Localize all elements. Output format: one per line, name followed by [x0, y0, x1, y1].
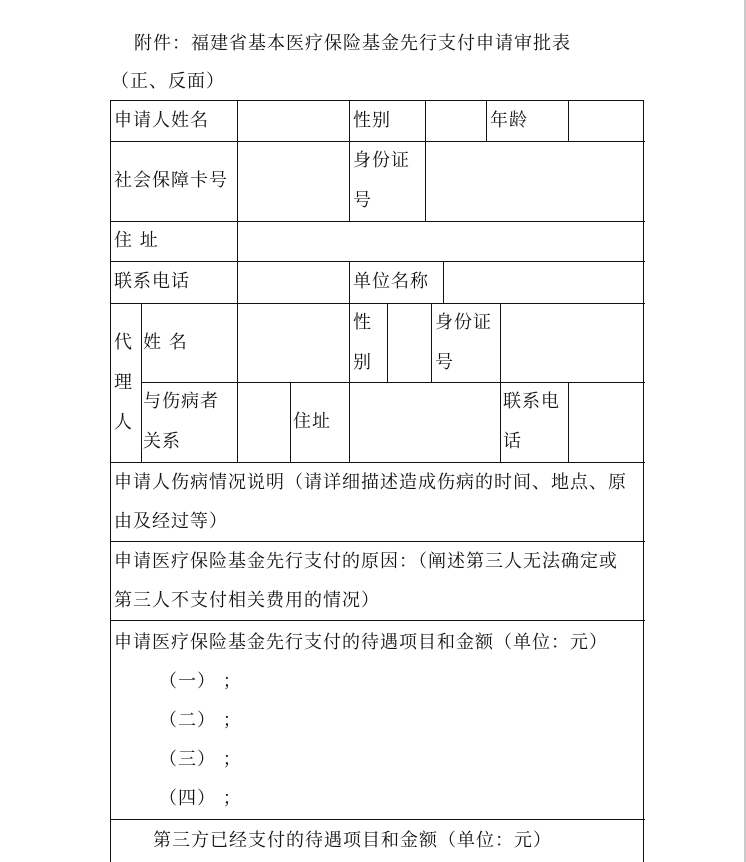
column-divider [290, 382, 291, 462]
social-security-field[interactable] [238, 141, 349, 221]
gender-field[interactable] [426, 101, 486, 141]
agent-name-field[interactable] [238, 303, 349, 382]
relationship-field[interactable] [238, 382, 290, 462]
agent-id-label-line2: 号 [435, 352, 454, 373]
agent-id-field[interactable] [501, 303, 645, 382]
column-divider [486, 101, 487, 141]
social-security-label: 社会保障卡号 [114, 170, 228, 191]
relationship-label-line2: 关系 [143, 431, 181, 452]
agent-gender-label-line2: 别 [353, 352, 372, 373]
column-divider [349, 101, 350, 141]
gender-label: 性别 [353, 110, 391, 131]
row-divider [111, 819, 645, 820]
agent-name-label: 姓 名 [143, 332, 188, 353]
agent-label-char3: 人 [114, 412, 133, 433]
agent-gender-field[interactable] [388, 303, 431, 382]
agent-phone-field[interactable] [569, 382, 645, 462]
age-label: 年龄 [490, 110, 528, 131]
relationship-label-line1: 与伤病者 [143, 391, 219, 412]
column-divider [349, 141, 350, 221]
employer-label: 单位名称 [353, 271, 429, 292]
column-divider [431, 303, 432, 382]
phone-field[interactable] [238, 261, 349, 303]
agent-phone-label-line1: 联系电 [503, 391, 560, 412]
page-title: 附件：福建省基本医疗保险基金先行支付申请审批表 [134, 33, 571, 54]
column-divider [500, 382, 501, 462]
benefit-items-title: 申请医疗保险基金先行支付的待遇项目和金额（单位：元） [114, 632, 608, 653]
benefit-item-4: （四） ； [159, 788, 242, 809]
agent-label-char1: 代 [114, 332, 133, 353]
agent-address-label: 住址 [293, 411, 331, 432]
benefit-item-2: （二） ； [159, 710, 242, 731]
application-form-table [110, 100, 644, 862]
injury-description-line1: 申请人伤病情况说明（请详细描述造成伤病的时间、地点、原 [114, 472, 627, 493]
page-subtitle: （正、反面） [111, 71, 225, 92]
column-divider [349, 261, 350, 303]
reason-line1: 申请医疗保险基金先行支付的原因：（阐述第三人无法确定或 [114, 551, 618, 572]
benefit-item-1: （一） ； [159, 671, 242, 692]
benefit-item-3: （三） ； [159, 749, 242, 770]
agent-gender-label-line1: 性 [353, 312, 372, 333]
id-card-field[interactable] [426, 141, 645, 221]
agent-label-char2: 理 [114, 372, 133, 393]
employer-field[interactable] [444, 261, 645, 303]
phone-label: 联系电话 [114, 271, 190, 292]
address-label: 住 址 [114, 230, 159, 251]
address-field[interactable] [238, 221, 645, 261]
agent-phone-label-line2: 话 [503, 431, 522, 452]
column-divider [141, 303, 142, 462]
injury-description-line2: 由及经过等） [114, 511, 228, 532]
third-party-paid-title: 第三方已经支付的待遇项目和金额（单位：元） [153, 830, 552, 851]
agent-id-label-line1: 身份证 [435, 312, 492, 333]
reason-line2: 第三人不支付相关费用的情况） [114, 590, 380, 611]
id-card-label-line1: 身份证 [353, 150, 410, 171]
column-divider [349, 303, 350, 382]
applicant-name-field[interactable] [238, 101, 349, 141]
age-field[interactable] [569, 101, 645, 141]
applicant-name-label: 申请人姓名 [114, 110, 209, 131]
agent-address-field[interactable] [350, 382, 500, 462]
id-card-label-line2: 号 [353, 190, 372, 211]
